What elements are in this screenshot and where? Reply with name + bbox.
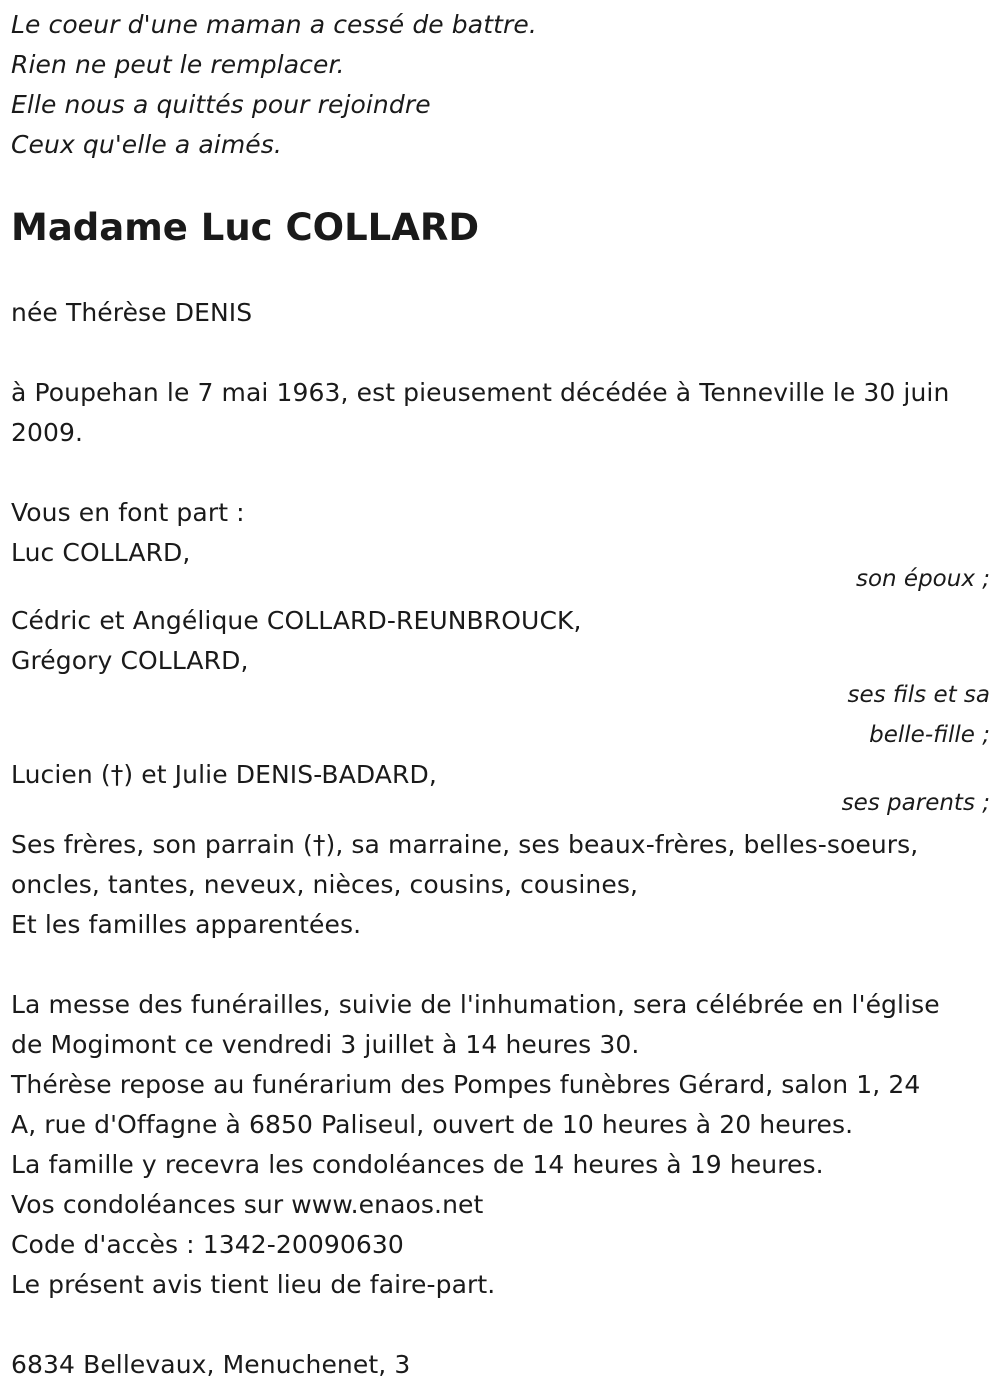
funeral-line: La famille y recevra les condoléances de 14 heures à 19 heures. — [11, 1150, 824, 1179]
details-line: à Poupehan le 7 mai 1963, est pieusement décédée à Tenneville le 30 juin — [11, 378, 950, 407]
parents-name: Lucien (†) et Julie DENIS-BADARD, — [11, 760, 437, 789]
obituary-notice — [11, 0, 991, 1385]
funeral-details — [11, 985, 991, 1305]
birth-death-details — [11, 373, 991, 453]
poem-line: Le coeur d'une maman a cessé de battre. — [11, 10, 537, 39]
other-relatives: Et les familles apparentées. — [11, 910, 362, 939]
sons-relation: ses fils et sa — [847, 682, 990, 708]
other-relatives: Ses frères, son parrain (†), sa marraine, ses beaux-frères, belles-soeurs, — [11, 830, 919, 859]
poem-line: Rien ne peut le remplacer. — [11, 50, 345, 79]
family-address: 6834 Bellevaux, Menuchenet, 3 — [11, 1350, 411, 1379]
birth-name: née Thérèse DENIS — [11, 298, 253, 327]
funeral-line: de Mogimont ce vendredi 3 juillet à 14 heures 30. — [11, 1030, 640, 1059]
family-announcement — [11, 493, 991, 945]
deceased-name: Madame Luc COLLARD — [11, 206, 480, 249]
son-name: Grégory COLLARD, — [11, 646, 249, 675]
spouse-relation: son époux ; — [855, 566, 990, 592]
spouse-name: Luc COLLARD, — [11, 538, 191, 567]
poem — [11, 5, 991, 165]
announcement-intro: Vous en font part : — [11, 498, 245, 527]
access-code: Code d'accès : 1342-20090630 — [11, 1230, 404, 1259]
funeral-line: La messe des funérailles, suivie de l'inhumation, sera célébrée en l'église — [11, 990, 940, 1019]
son-name: Cédric et Angélique COLLARD-REUNBROUCK, — [11, 606, 582, 635]
parents-relation: ses parents ; — [841, 790, 990, 816]
condolences-website: Vos condoléances sur www.enaos.net — [11, 1190, 484, 1219]
other-relatives: oncles, tantes, neveux, nièces, cousins, cousines, — [11, 870, 639, 899]
funeral-line: Thérèse repose au funérarium des Pompes funèbres Gérard, salon 1, 24 — [11, 1070, 921, 1099]
details-line: 2009. — [11, 418, 84, 447]
funeral-line: Le présent avis tient lieu de faire-part. — [11, 1270, 496, 1299]
funeral-line: A, rue d'Offagne à 6850 Paliseul, ouvert de 10 heures à 20 heures. — [11, 1110, 854, 1139]
poem-line: Ceux qu'elle a aimés. — [11, 130, 282, 159]
poem-line: Elle nous a quittés pour rejoindre — [11, 90, 431, 119]
sons-relation: belle-fille ; — [869, 722, 990, 748]
